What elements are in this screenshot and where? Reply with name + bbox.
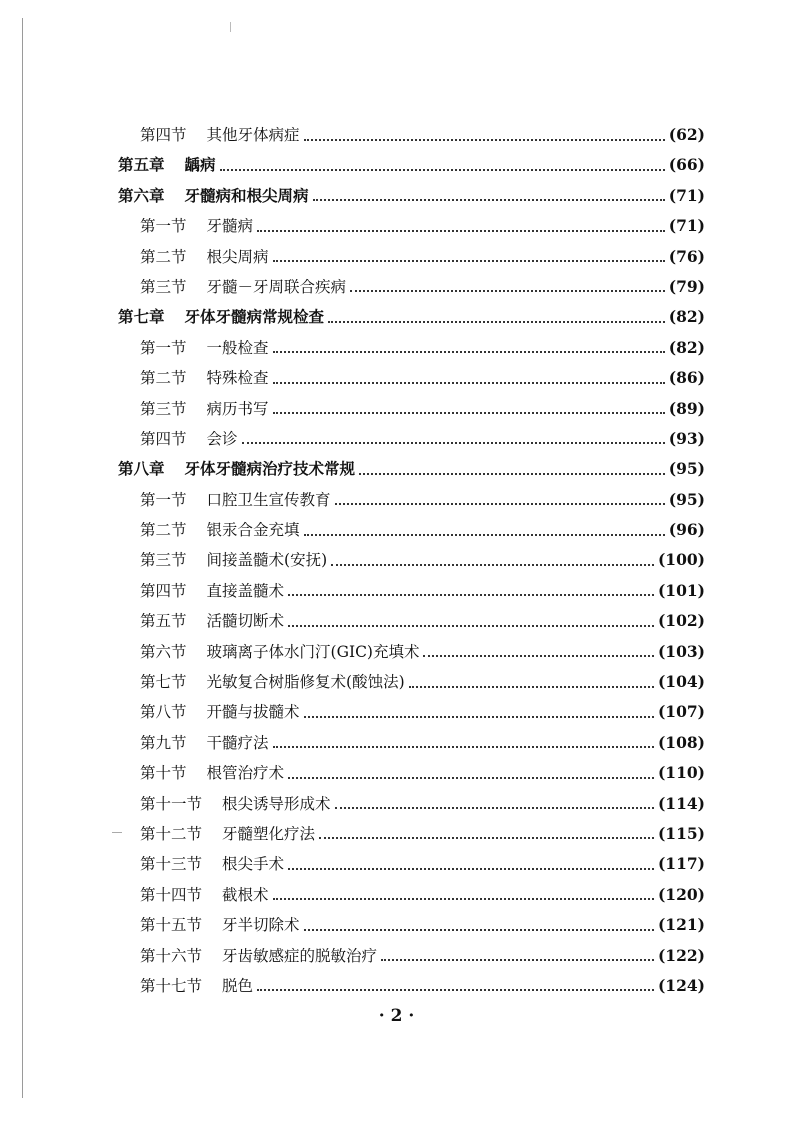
toc-entry-label: 第五章 [118,155,165,175]
toc-entry-title: 牙体牙髓病常规检查 [184,307,325,327]
toc-entry-line [118,155,705,175]
toc-entry-line [140,976,705,996]
toc-entry-line [140,490,705,510]
toc-entry-page: (100) [657,550,705,570]
toc-entry-title: 牙髓－牙周联合疾病 [206,277,347,296]
toc-leader-dots [242,441,665,444]
toc-entry-label: 第六章 [118,185,165,205]
toc-leader-dots [273,411,665,414]
toc-entry-label: 第十四节 [140,885,203,904]
toc-entry-title: 玻璃离子体水门汀(GIC)充填术 [206,642,420,661]
toc-leader-dots [381,958,654,961]
toc-entry-label: 第三节 [140,277,187,296]
toc-entry-label: 第三节 [140,551,187,570]
toc-entry-title: 牙齿敏感症的脱敏治疗 [222,946,378,965]
toc-entry-line [140,277,705,297]
toc-entry-title: 间接盖髓术(安抚) [206,551,328,570]
toc-entry-label: 第一节 [140,217,187,236]
toc-entry-label: 第八节 [140,703,187,722]
toc-entry-title: 根尖手术 [222,855,285,874]
toc-leader-dots [350,289,665,292]
toc-entry-page: (96) [668,520,705,540]
toc-entry-label: 第九节 [140,733,187,752]
toc-section-entry [0,880,793,910]
toc-entry-page: (108) [657,732,705,752]
toc-leader-dots [288,593,654,596]
toc-entry-page: (71) [668,185,705,205]
toc-section-entry [0,667,793,697]
toc-entry-title: 光敏复合树脂修复术(酸蚀法) [206,673,405,692]
toc-leader-dots [328,320,665,323]
page-number: · 2 · [378,1006,415,1026]
toc-entry-label: 第四节 [140,581,187,600]
toc-entry-line [140,763,705,783]
toc-entry-page: (93) [668,428,705,448]
toc-entry-line [140,854,705,874]
toc-entry-line [140,885,705,905]
toc-leader-dots [304,138,665,141]
toc-section-entry [0,485,793,515]
toc-section-entry [0,849,793,879]
toc-chapter-entry [0,181,793,211]
toc-leader-dots [313,198,665,201]
toc-entry-line [140,581,705,601]
toc-entry-page: (115) [657,823,705,843]
toc-entry-line [140,642,705,662]
toc-entry-title: 口腔卫生宣传教育 [206,490,331,509]
toc-entry-title: 牙髓病和根尖周病 [184,185,309,205]
toc-entry-title: 根尖周病 [206,247,269,266]
toc-section-entry [0,424,793,454]
toc-leader-dots [288,776,654,779]
toc-section-entry [0,758,793,788]
toc-entry-label: 第一节 [140,338,187,357]
toc-entry-line [140,672,705,692]
toc-section-entry [0,697,793,727]
toc-entry-label: 第八章 [118,459,165,479]
toc-entry-label: 第十三节 [140,855,203,874]
toc-leader-dots [359,472,665,475]
toc-chapter-entry [0,302,793,332]
toc-entry-page: (79) [668,276,705,296]
toc-entry-page: (89) [668,398,705,418]
toc-entry-title: 一般检查 [206,338,269,357]
toc-leader-dots [257,988,654,991]
toc-leader-dots [288,867,654,870]
toc-entry-page: (82) [668,307,705,327]
toc-entry-title: 会诊 [206,429,238,448]
toc-entry-label: 第十二节 [140,824,203,843]
toc-entry-title: 病历书写 [206,399,269,418]
toc-leader-dots [335,806,654,809]
toc-entry-label: 第十一节 [140,794,203,813]
toc-entry-line [140,429,705,449]
toc-entry-page: (82) [668,337,705,357]
toc-leader-dots [273,745,654,748]
toc-entry-label: 第六节 [140,642,187,661]
toc-leader-dots [409,685,654,688]
toc-entry-page: (122) [657,945,705,965]
toc-entry-title: 活髓切断术 [206,612,285,631]
toc-entry-page: (110) [657,763,705,783]
toc-leader-dots [257,229,665,232]
toc-entry-title: 根尖诱导形成术 [222,794,331,813]
toc-entry-page: (62) [668,125,705,144]
toc-entry-page: (103) [657,641,705,661]
toc-leader-dots [304,533,665,536]
toc-leader-dots [273,350,665,353]
toc-leader-dots [273,897,654,900]
toc-entry-title: 脱色 [222,976,254,995]
toc-entry-page: (107) [657,702,705,722]
toc-section-entry [0,728,793,758]
toc-entry-page: (120) [657,884,705,904]
toc-section-entry [0,211,793,241]
toc-section-entry [0,819,793,849]
toc-entry-line [140,550,705,570]
toc-entry-label: 第二节 [140,247,187,266]
toc-section-entry [0,394,793,424]
toc-entry-label: 第四节 [140,126,187,144]
toc-entry-title: 银汞合金充填 [206,521,300,540]
toc-leader-dots [220,168,665,171]
toc-entry-label: 第十七节 [140,976,203,995]
toc-entry-label: 第七章 [118,307,165,327]
toc-entry-title: 牙体牙髓病治疗技术常规 [184,459,356,479]
toc-chapter-entry [0,150,793,180]
toc-entry-title: 牙髓病 [206,217,254,236]
toc-entry-page: (121) [657,915,705,935]
toc-leader-dots [423,654,653,657]
toc-leader-dots [273,259,665,262]
toc-section-entry [0,789,793,819]
toc-entry-page: (86) [668,368,705,388]
toc-entry-label: 第十六节 [140,946,203,965]
toc-entry-line [140,702,705,722]
toc-entry-title: 干髓疗法 [206,733,269,752]
toc-entry-page: (66) [668,155,705,175]
toc-entry-line [140,338,705,358]
toc-entry-label: 第一节 [140,490,187,509]
toc-leader-dots [331,563,654,566]
toc-entry-label: 第十五节 [140,916,203,935]
scan-mark [230,22,231,32]
toc-section-entry [0,120,793,150]
toc-entry-line [140,399,705,419]
toc-entry-label: 第二节 [140,369,187,388]
toc-section-entry [0,333,793,363]
toc-section-entry [0,576,793,606]
toc-entry-title: 截根术 [222,885,269,904]
toc-entry-line [140,368,705,388]
toc-leader-dots [335,502,665,505]
toc-entry-line [118,186,705,206]
toc-entry-line [118,307,705,327]
toc-section-entry [0,941,793,971]
toc-entry-title: 其他牙体病症 [206,126,300,144]
toc-entry-line [140,733,705,753]
toc-chapter-entry [0,454,793,484]
toc-section-entry [0,545,793,575]
toc-section-entry [0,242,793,272]
toc-entry-label: 第三节 [140,399,187,418]
toc-entry-page: (114) [657,793,705,813]
toc-section-entry [0,910,793,940]
toc-entry-title: 根管治疗术 [206,764,285,783]
toc-entry-line [140,794,705,814]
toc-entry-page: (102) [657,611,705,631]
table-of-contents [0,120,793,1001]
toc-entry-label: 第二节 [140,521,187,540]
toc-section-entry [0,363,793,393]
toc-entry-page: (95) [668,459,705,479]
toc-entry-title: 直接盖髓术 [206,581,285,600]
toc-entry-title: 牙髓塑化疗法 [222,824,316,843]
toc-entry-label: 第七节 [140,673,187,692]
toc-entry-line [140,247,705,267]
toc-leader-dots [304,928,654,931]
toc-leader-dots [273,381,665,384]
toc-section-entry [0,971,793,1001]
toc-entry-page: (117) [657,854,705,874]
toc-section-entry [0,272,793,302]
toc-entry-title: 特殊检查 [206,369,269,388]
toc-entry-line [140,611,705,631]
toc-entry-page: (71) [668,216,705,236]
toc-entry-page: (95) [668,489,705,509]
toc-section-entry [0,515,793,545]
toc-entry-page: (76) [668,246,705,266]
toc-entry-title: 开髓与拔髓术 [206,703,300,722]
toc-section-entry [0,637,793,667]
toc-entry-line [140,824,705,844]
toc-entry-line [118,459,705,479]
toc-leader-dots [304,715,654,718]
toc-entry-line [140,125,705,145]
toc-entry-page: (124) [657,975,705,995]
toc-entry-line [140,946,705,966]
toc-entry-title: 龋病 [184,155,216,175]
toc-entry-label: 第十节 [140,764,187,783]
toc-section-entry [0,606,793,636]
toc-entry-label: 第五节 [140,612,187,631]
toc-entry-line [140,520,705,540]
toc-entry-page: (104) [657,672,705,692]
toc-leader-dots [319,836,654,839]
toc-entry-page: (101) [657,580,705,600]
toc-entry-line [140,216,705,236]
toc-entry-line [140,915,705,935]
toc-entry-title: 牙半切除术 [222,916,300,935]
toc-leader-dots [288,624,654,627]
toc-entry-label: 第四节 [140,429,187,448]
